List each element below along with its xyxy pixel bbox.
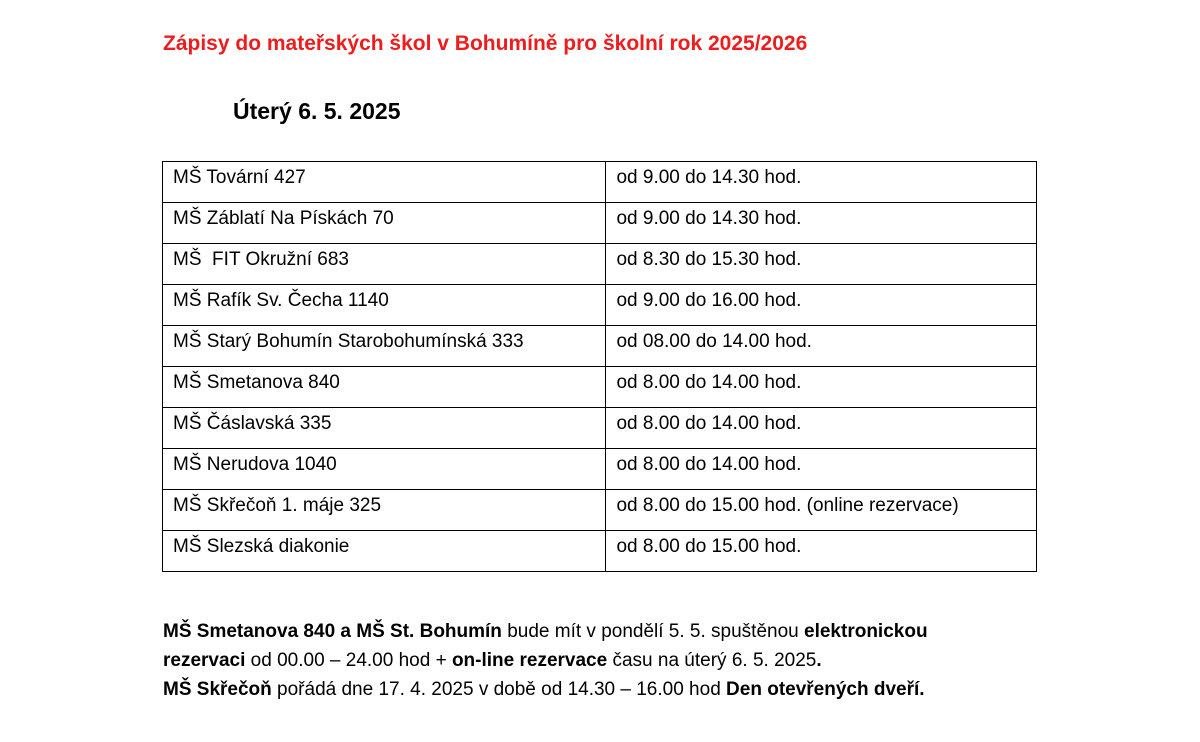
school-cell: MŠ Rafík Sv. Čecha 1140 xyxy=(163,285,606,326)
table-row xyxy=(163,449,1037,490)
table-row xyxy=(163,490,1037,531)
hours-cell: od 9.00 do 14.30 hod. xyxy=(606,203,1037,244)
table-row xyxy=(163,367,1037,408)
hours-cell: od 8.00 do 14.00 hod. xyxy=(606,408,1037,449)
school-cell: MŠ Smetanova 840 xyxy=(163,367,606,408)
note-text: bude mít v pondělí 5. 5. spuštěnou xyxy=(501,621,805,642)
note-bold: Den otevřených dveří. xyxy=(726,679,925,700)
hours-cell: od 08.00 do 14.00 hod. xyxy=(606,326,1037,367)
table-row xyxy=(163,244,1037,285)
school-cell: MŠ Skřečoň 1. máje 325 xyxy=(163,490,606,531)
note-bold: rezervaci xyxy=(163,650,246,671)
table-row xyxy=(163,162,1037,203)
school-cell: MŠ Čáslavská 335 xyxy=(163,408,606,449)
school-cell: MŠ FIT Okružní 683 xyxy=(163,244,606,285)
table-row xyxy=(163,408,1037,449)
hours-cell: od 9.00 do 16.00 hod. xyxy=(606,285,1037,326)
note-text: času na úterý 6. 5. 2025 xyxy=(607,650,817,671)
note-line xyxy=(163,675,1063,704)
note-bold: on-line rezervace xyxy=(451,650,608,671)
date-heading: Úterý 6. 5. 2025 xyxy=(233,98,401,124)
hours-cell: od 8.30 do 15.30 hod. xyxy=(606,244,1037,285)
table-row xyxy=(163,531,1037,572)
document-title: Zápisy do mateřských škol v Bohumíně pro školní rok 2025/2026 xyxy=(163,32,808,55)
hours-cell: od 8.00 do 14.00 hod. xyxy=(606,367,1037,408)
school-cell: MŠ Starý Bohumín Starobohumínská 333 xyxy=(163,326,606,367)
note-text: od 00.00 – 24.00 hod + xyxy=(245,650,452,671)
hours-cell: od 8.00 do 15.00 hod. xyxy=(606,531,1037,572)
hours-cell: od 8.00 do 14.00 hod. xyxy=(606,449,1037,490)
school-cell: MŠ Záblatí Na Pískách 70 xyxy=(163,203,606,244)
table-row xyxy=(163,285,1037,326)
table-row xyxy=(163,203,1037,244)
notes-section xyxy=(163,617,1063,704)
school-cell: MŠ Tovární 427 xyxy=(163,162,606,203)
note-bold: . xyxy=(816,650,822,671)
note-line xyxy=(163,646,1063,675)
hours-cell: od 9.00 do 14.30 hod. xyxy=(606,162,1037,203)
hours-cell: od 8.00 do 15.00 hod. (online rezervace) xyxy=(606,490,1037,531)
note-bold: elektronickou xyxy=(804,621,928,642)
note-line xyxy=(163,617,1063,646)
note-text: pořádá dne 17. 4. 2025 v době od 14.30 – 16.00 hod xyxy=(271,679,727,700)
school-cell: MŠ Nerudova 1040 xyxy=(163,449,606,490)
note-bold: MŠ Smetanova 840 a MŠ St. Bohumín xyxy=(163,621,502,642)
note-bold: MŠ Skřečoň xyxy=(163,679,272,700)
school-cell: MŠ Slezská diakonie xyxy=(163,531,606,572)
schedule-table xyxy=(162,161,1037,572)
table-row xyxy=(163,326,1037,367)
